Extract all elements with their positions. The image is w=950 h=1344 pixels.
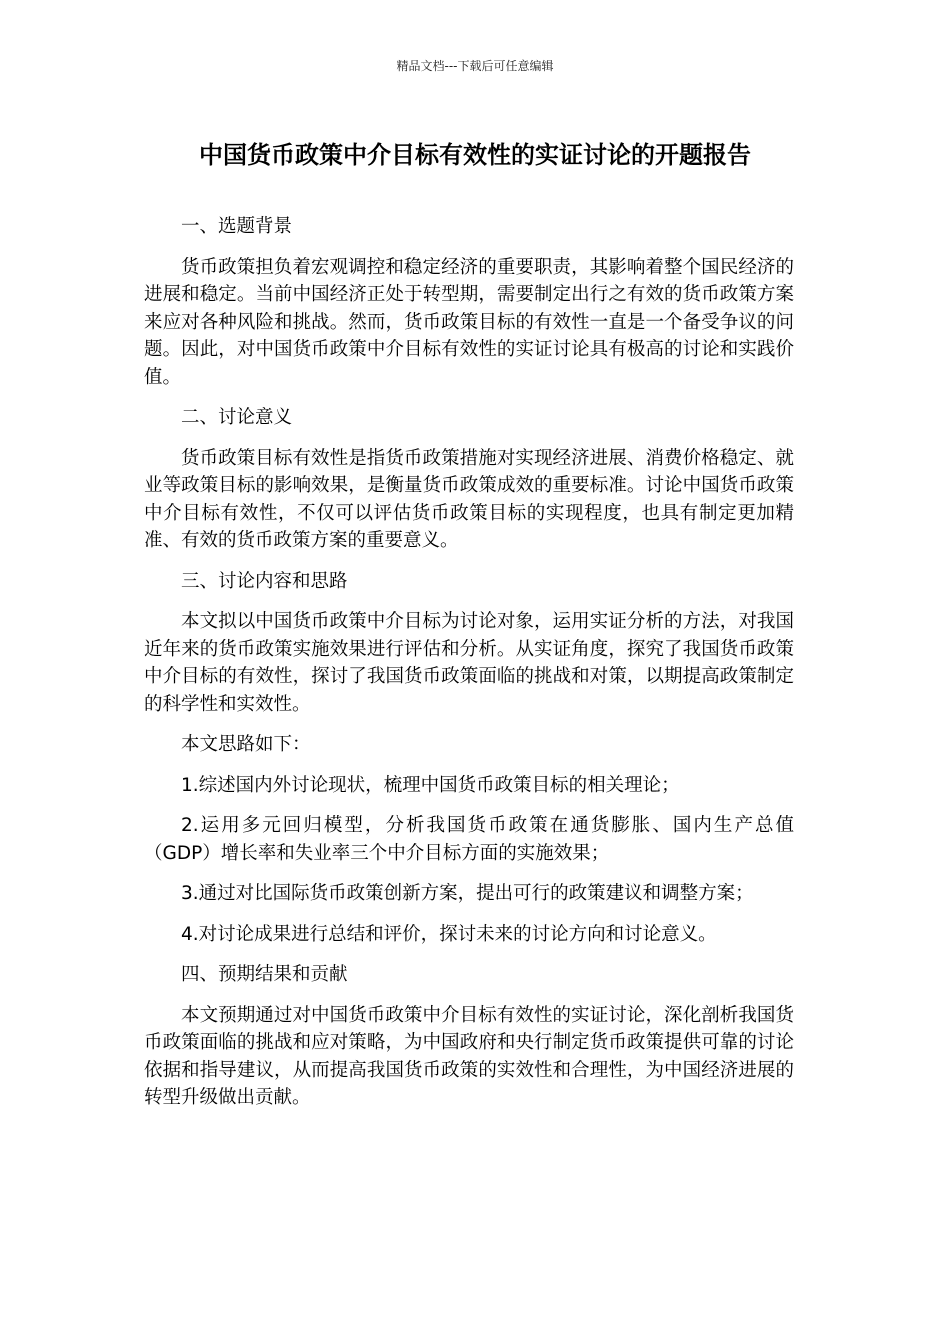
section-heading-content: 三、讨论内容和思路 bbox=[181, 570, 348, 592]
list-item-2: 2.运用多元回归模型，分析我国货币政策在通货膨胀、国内生产总值（GDP）增长率和失业率三个中介目标方面的实施效果； bbox=[144, 815, 794, 864]
paragraph-results: 本文预期通过对中国货币政策中介目标有效性的实证讨论，深化剖析我国货币政策面临的挑战和应对策略，为中国政府和央行制定货币政策提供可靠的讨论依据和指导建议，从而提高我国货币政策的实效性和合理性，为中国经济进展的转型升级做出贡献。 bbox=[144, 1004, 794, 1108]
document-body bbox=[144, 213, 794, 1125]
document-title: 中国货币政策中介目标有效性的实证讨论的开题报告 bbox=[199, 141, 751, 169]
paragraph-significance: 货币政策目标有效性是指货币政策措施对实现经济进展、消费价格稳定、就业等政策目标的影响效果，是衡量货币政策成效的重要标准。讨论中国货币政策中介目标有效性，不仅可以评估货币政策目标的实现程度，也具有制定更加精准、有效的货币政策方案的重要意义。 bbox=[144, 447, 794, 551]
paragraph-approach-intro: 本文思路如下： bbox=[181, 734, 311, 755]
section-heading-background: 一、选题背景 bbox=[181, 216, 293, 237]
paragraph-content: 本文拟以中国货币政策中介目标为讨论对象，运用实证分析的方法，对我国近年来的货币政策实施效果进行评估和分析。从实证角度，探究了我国货币政策中介目标的有效性，探讨了我国货币政策面临的挑战和对策，以期提高政策制定的科学性和实效性。 bbox=[144, 611, 794, 715]
list-item-3: 3.通过对比国际货币政策创新方案，提出可行的政策建议和调整方案； bbox=[181, 883, 754, 904]
page-header-note: 精品文档---下载后可任意编辑 bbox=[396, 59, 554, 73]
section-heading-results: 四、预期结果和贡献 bbox=[181, 964, 348, 985]
list-item-4: 4.对讨论成果进行总结和评价，探讨未来的讨论方向和讨论意义。 bbox=[181, 923, 717, 945]
paragraph-background: 货币政策担负着宏观调控和稳定经济的重要职责，其影响着整个国民经济的进展和稳定。当前中国经济正处于转型期，需要制定出行之有效的货币政策方案来应对各种风险和挑战。然而，货币政策目标的有效性一直是一个备受争议的问题。因此，对中国货币政策中介目标有效性的实证讨论具有极高的讨论和实践价值。 bbox=[144, 256, 794, 388]
list-item-1: 1.综述国内外讨论现状，梳理中国货币政策目标的相关理论； bbox=[181, 774, 680, 796]
section-heading-significance: 二、讨论意义 bbox=[181, 407, 293, 428]
